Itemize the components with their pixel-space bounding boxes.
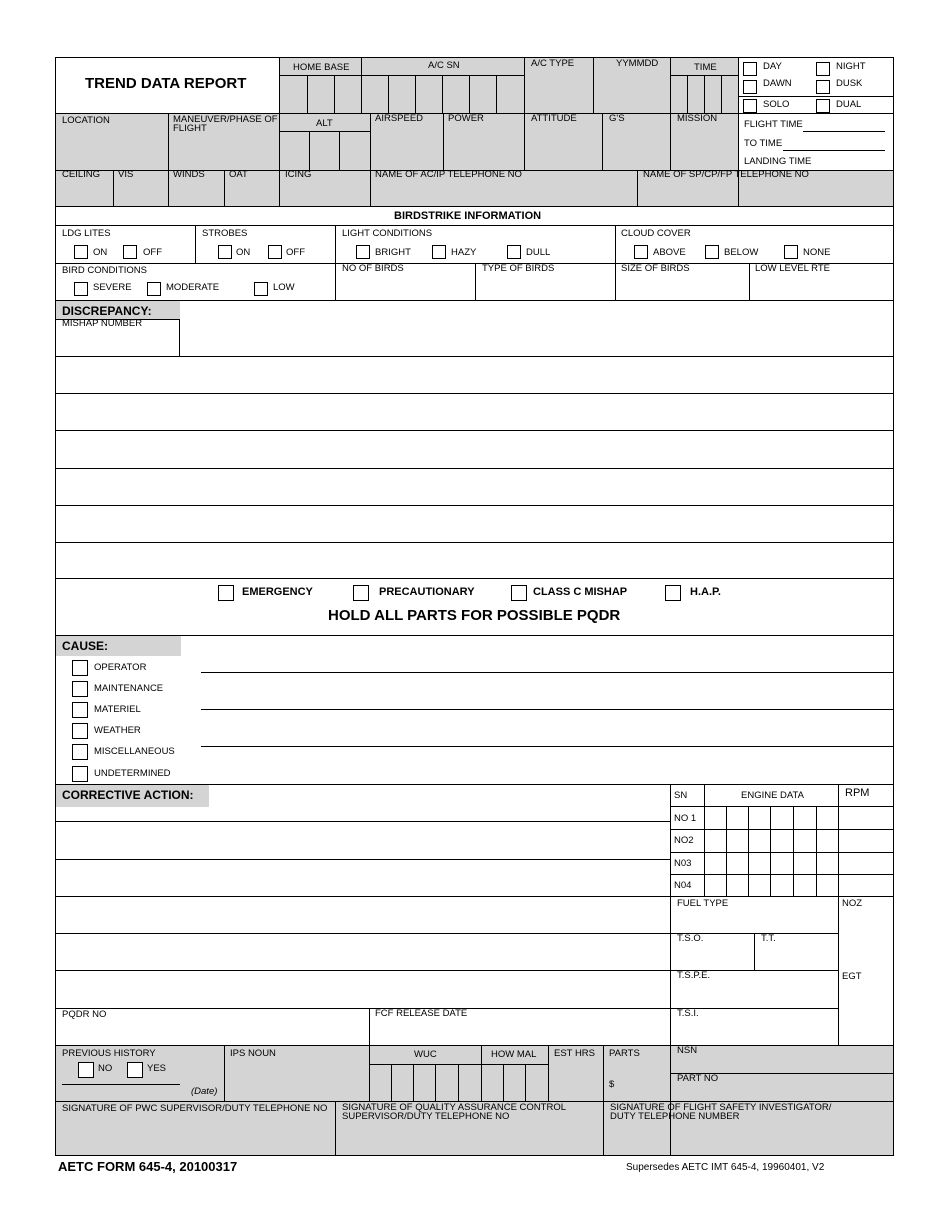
- gs-label: G'S: [609, 113, 625, 124]
- power-label: POWER: [448, 113, 484, 124]
- engine-row-1: NO 1: [674, 813, 697, 824]
- dusk-label: DUSK: [836, 78, 863, 89]
- wuc-label: WUC: [414, 1049, 437, 1060]
- dull-checkbox[interactable]: [507, 245, 521, 259]
- cause-line-3[interactable]: [201, 746, 894, 747]
- bird-conditions-label: BIRD CONDITIONS: [62, 265, 147, 276]
- birdstrike-title: BIRDSTRIKE INFORMATION: [394, 210, 542, 222]
- cause-option-materiel: MATERIEL: [94, 704, 141, 715]
- ceiling-label: CEILING: [62, 169, 101, 180]
- engine-row-4: N04: [674, 880, 692, 891]
- ldg-on-label: ON: [93, 247, 108, 258]
- discrepancy-line-3[interactable]: [55, 430, 894, 431]
- ldg-off-checkbox[interactable]: [123, 245, 137, 259]
- ldg-off-label: OFF: [143, 247, 162, 258]
- materiel-checkbox[interactable]: [72, 702, 88, 718]
- precautionary-checkbox[interactable]: [353, 585, 369, 601]
- below-checkbox[interactable]: [705, 245, 719, 259]
- ips-noun-label: IPS NOUN: [230, 1048, 276, 1059]
- discrepancy-line-7[interactable]: [55, 578, 894, 579]
- night-label: NIGHT: [836, 61, 866, 72]
- cloud-cover-label: CLOUD COVER: [621, 228, 691, 239]
- hap-checkbox[interactable]: [665, 585, 681, 601]
- fcf-release-label: FCF RELEASE DATE: [375, 1008, 468, 1019]
- severe-checkbox[interactable]: [74, 282, 88, 296]
- winds-label: WINDS: [173, 169, 205, 180]
- tspe-label: T.S.P.E.: [677, 970, 711, 981]
- none-label: NONE: [803, 247, 831, 258]
- sig-pwc-label: SIGNATURE OF PWC SUPERVISOR/DUTY TELEPHONE NO: [62, 1103, 328, 1114]
- discrepancy-line-5[interactable]: [55, 505, 894, 506]
- rpm-label: RPM: [845, 787, 870, 799]
- ac-type-label: A/C TYPE: [531, 58, 575, 69]
- corrective-line-3[interactable]: [55, 896, 670, 897]
- parts-label: PARTS: [609, 1048, 640, 1059]
- size-of-birds-label: SIZE OF BIRDS: [621, 263, 690, 274]
- bright-checkbox[interactable]: [356, 245, 370, 259]
- corrective-line-4[interactable]: [55, 933, 670, 934]
- low-checkbox[interactable]: [254, 282, 268, 296]
- strobes-off-label: OFF: [286, 247, 305, 258]
- maintenance-checkbox[interactable]: [72, 681, 88, 697]
- alt-label: ALT: [316, 118, 333, 129]
- mishap-number-label: MISHAP NUMBER: [62, 318, 143, 329]
- corrective-line-5[interactable]: [55, 970, 670, 971]
- cause-option-weather: WEATHER: [94, 725, 141, 736]
- cause-line-1[interactable]: [201, 672, 894, 673]
- attitude-label: ATTITUDE: [531, 113, 577, 124]
- undetermined-checkbox[interactable]: [72, 766, 88, 782]
- supersedes-note: Supersedes AETC IMT 645-4, 19960401, V2: [626, 1162, 825, 1173]
- engine-row-3: N03: [674, 858, 692, 869]
- egt-label: EGT: [842, 971, 862, 982]
- parts-dollar: $: [609, 1079, 615, 1090]
- noz-label: NOZ: [842, 898, 863, 909]
- fuel-type-label: FUEL TYPE: [677, 898, 729, 909]
- cause-title: CAUSE:: [62, 639, 109, 653]
- low-level-rte-label: LOW LEVEL RTE: [755, 263, 830, 274]
- no-of-birds-label: NO OF BIRDS: [342, 263, 404, 274]
- landing-time-label: LANDING TIME: [744, 156, 812, 167]
- day-label: DAY: [763, 61, 782, 72]
- cause-option-undetermined: UNDETERMINED: [94, 768, 171, 779]
- form-number: AETC FORM 645-4, 20100317: [58, 1159, 238, 1174]
- cause-option-maintenance: MAINTENANCE: [94, 683, 164, 694]
- home-base-label: HOME BASE: [293, 62, 350, 73]
- engine-sn-label: SN: [674, 790, 688, 801]
- discrepancy-line-4[interactable]: [55, 468, 894, 469]
- none-checkbox[interactable]: [784, 245, 798, 259]
- history-yes-label: YES: [147, 1063, 167, 1074]
- dull-label: DULL: [526, 247, 551, 258]
- how-mal-label: HOW MAL: [491, 1049, 537, 1060]
- part-no-label: PART NO: [677, 1073, 719, 1084]
- airspeed-label: AIRSPEED: [375, 113, 424, 124]
- flight-time-line[interactable]: [803, 131, 885, 132]
- to-time-label: TO TIME: [744, 138, 783, 149]
- above-checkbox[interactable]: [634, 245, 648, 259]
- hap-label: H.A.P.: [690, 586, 721, 598]
- severe-label: SEVERE: [93, 282, 132, 293]
- engine-row-2: NO2: [674, 835, 694, 846]
- emergency-checkbox[interactable]: [218, 585, 234, 601]
- dawn-label: DAWN: [763, 78, 792, 89]
- est-hrs-label: EST HRS: [554, 1048, 596, 1059]
- engine-data-label: ENGINE DATA: [741, 790, 804, 801]
- oat-label: OAT: [229, 169, 248, 180]
- cause-option-operator: OPERATOR: [94, 662, 147, 673]
- strobes-off-checkbox[interactable]: [268, 245, 282, 259]
- location-label: LOCATION: [62, 115, 110, 126]
- type-of-birds-label: TYPE OF BIRDS: [482, 263, 555, 274]
- maneuver-label: MANEUVER/PHASE OF FLIGHT: [173, 114, 278, 134]
- solo-checkbox[interactable]: [743, 99, 757, 113]
- previous-history-label: PREVIOUS HISTORY: [62, 1048, 156, 1059]
- cause-option-miscellaneous: MISCELLANEOUS: [94, 746, 175, 757]
- flight-time-label: FLIGHT TIME: [744, 119, 803, 130]
- sig-qa-label: SIGNATURE OF QUALITY ASSURANCE CONTROL SUPERVISOR/DUTY TELEPHONE NO: [342, 1102, 566, 1122]
- mission-label: MISSION: [677, 113, 718, 124]
- history-date-label: (Date): [191, 1086, 218, 1097]
- time-label: TIME: [694, 62, 717, 73]
- class-c-checkbox[interactable]: [511, 585, 527, 601]
- discrepancy-title: DISCREPANCY:: [62, 304, 152, 318]
- hazy-label: HAZY: [451, 247, 477, 258]
- hold-parts-text: HOLD ALL PARTS FOR POSSIBLE PQDR: [328, 607, 621, 624]
- ldg-lites-label: LDG LITES: [62, 228, 111, 239]
- above-label: ABOVE: [653, 247, 686, 258]
- discrepancy-line-1[interactable]: [55, 356, 894, 357]
- discrepancy-line-2[interactable]: [55, 393, 894, 394]
- strobes-on-label: ON: [236, 247, 251, 258]
- name-sp-label: NAME OF SP/CP/FP TELEPHONE NO: [643, 169, 809, 180]
- bright-label: BRIGHT: [375, 247, 411, 258]
- corrective-line-2[interactable]: [55, 859, 670, 860]
- strobes-on-checkbox[interactable]: [218, 245, 232, 259]
- name-ac-ip-label: NAME OF AC/IP TELEPHONE NO: [375, 169, 522, 180]
- day-checkbox[interactable]: [743, 62, 757, 76]
- class-c-label: CLASS C MISHAP: [533, 586, 628, 598]
- dusk-checkbox[interactable]: [816, 80, 830, 94]
- pqdr-no-label: PQDR NO: [62, 1009, 107, 1020]
- night-checkbox[interactable]: [816, 62, 830, 76]
- cause-line-2[interactable]: [201, 709, 894, 710]
- tt-label: T.T.: [761, 933, 776, 944]
- corrective-title: CORRECTIVE ACTION:: [62, 788, 194, 802]
- dual-label: DUAL: [836, 99, 862, 110]
- moderate-label: MODERATE: [166, 282, 220, 293]
- sig-fsi-label: SIGNATURE OF FLIGHT SAFETY INVESTIGATOR/ DUTY TELEPHONE NUMBER: [610, 1102, 832, 1122]
- vis-label: VIS: [118, 169, 134, 180]
- tsi-label: T.S.I.: [677, 1008, 699, 1019]
- icing-label: ICING: [285, 169, 312, 180]
- ldg-on-checkbox[interactable]: [74, 245, 88, 259]
- operator-checkbox[interactable]: [72, 660, 88, 676]
- ac-sn-label: A/C SN: [428, 60, 460, 71]
- weather-checkbox[interactable]: [72, 723, 88, 739]
- strobes-label: STROBES: [202, 228, 248, 239]
- dawn-checkbox[interactable]: [743, 80, 757, 94]
- to-time-line[interactable]: [783, 150, 885, 151]
- miscellaneous-checkbox[interactable]: [72, 744, 88, 760]
- nsn-label: NSN: [677, 1045, 698, 1056]
- low-label: LOW: [273, 282, 295, 293]
- history-date-line[interactable]: [62, 1084, 180, 1085]
- form-title: TREND DATA REPORT: [85, 75, 247, 92]
- history-yes-checkbox[interactable]: [127, 1062, 143, 1078]
- dual-checkbox[interactable]: [816, 99, 830, 113]
- solo-label: SOLO: [763, 99, 790, 110]
- corrective-line-1[interactable]: [55, 821, 670, 822]
- below-label: BELOW: [724, 247, 759, 258]
- emergency-label: EMERGENCY: [242, 586, 313, 598]
- tso-label: T.S.O.: [677, 933, 704, 944]
- history-no-checkbox[interactable]: [78, 1062, 94, 1078]
- discrepancy-line-6[interactable]: [55, 542, 894, 543]
- moderate-checkbox[interactable]: [147, 282, 161, 296]
- history-no-label: NO: [98, 1063, 113, 1074]
- yymmdd-label: YYMMDD: [616, 58, 659, 69]
- light-conditions-label: LIGHT CONDITIONS: [342, 228, 433, 239]
- hazy-checkbox[interactable]: [432, 245, 446, 259]
- precautionary-label: PRECAUTIONARY: [379, 586, 475, 598]
